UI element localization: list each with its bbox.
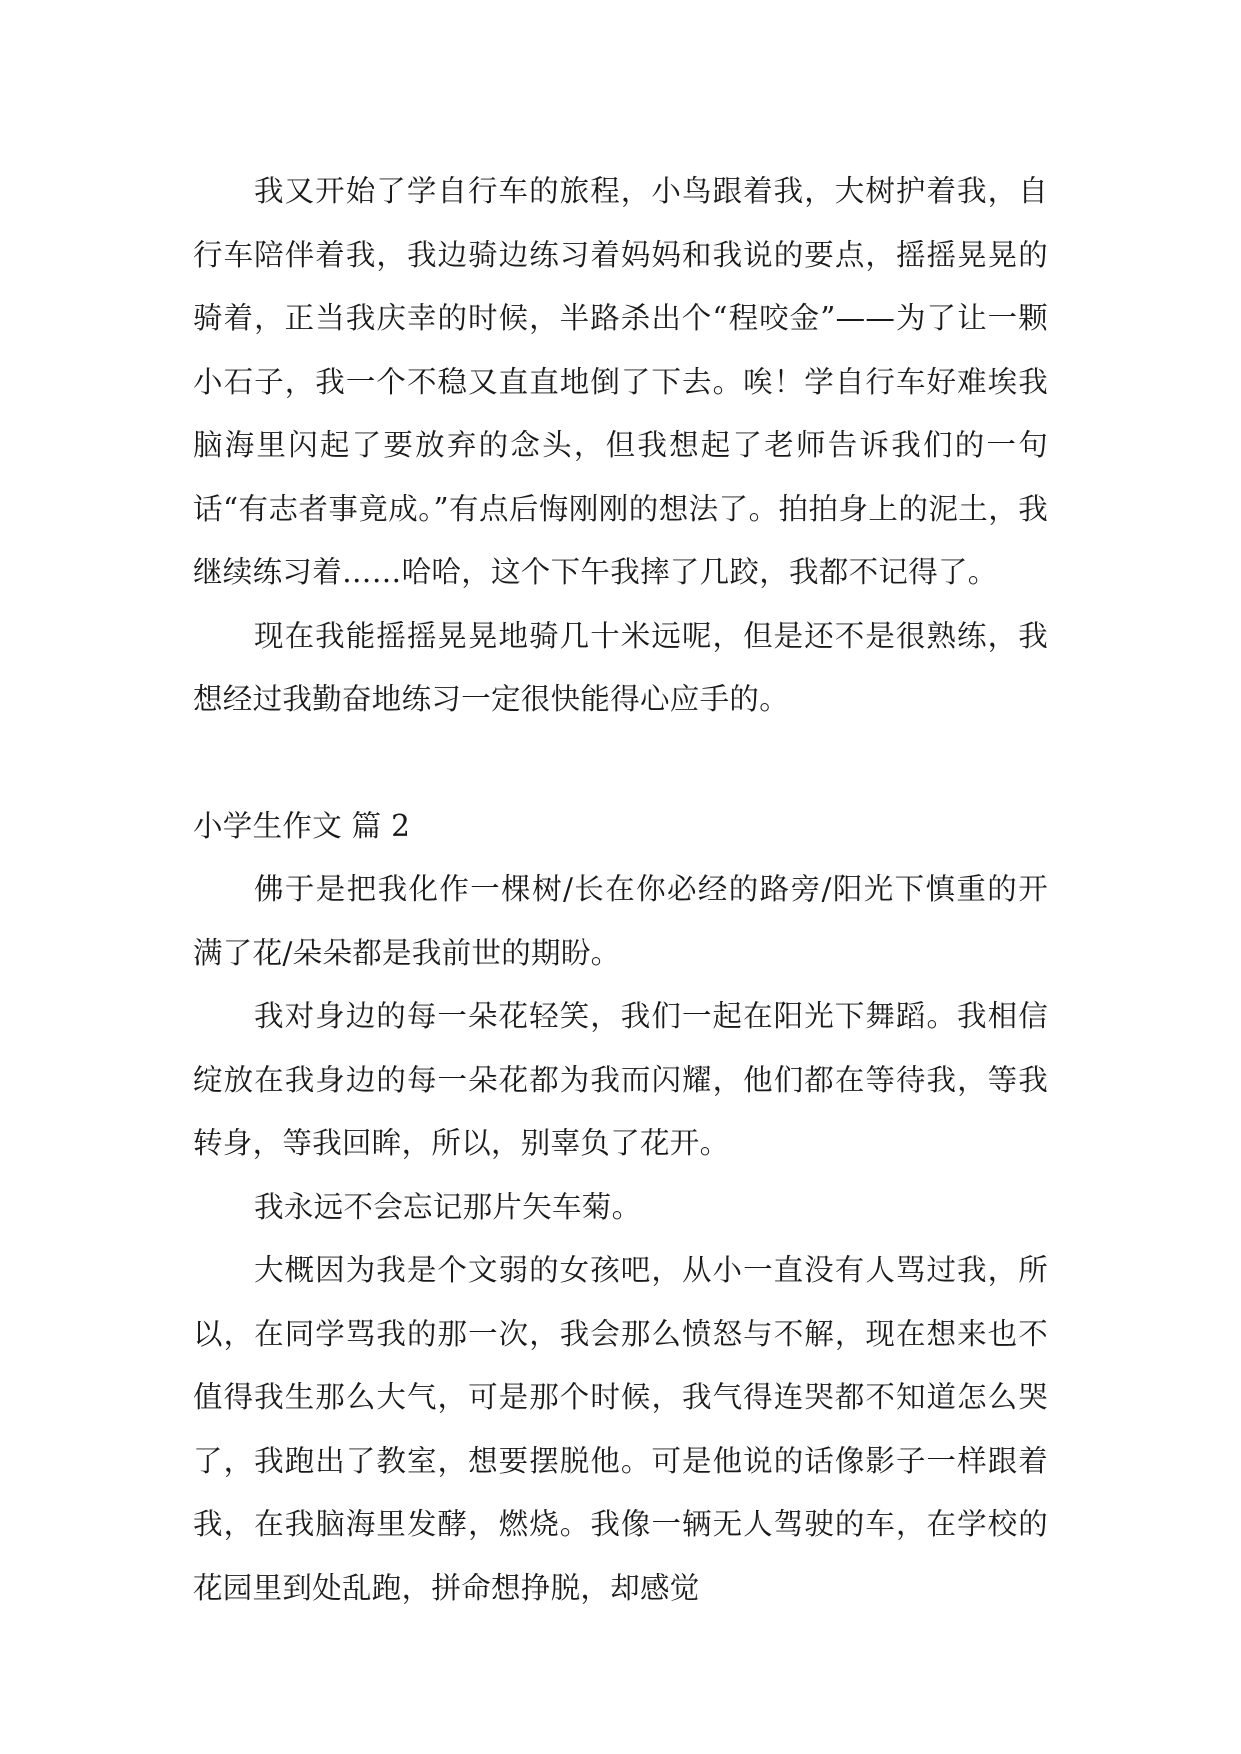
section-heading: 小学生作文 篇 2 (193, 808, 411, 843)
paragraph-cornflower: 我永远不会忘记那片矢车菊。 (254, 1189, 642, 1224)
paragraph-learning-bike: 我又开始了学自行车的旅程，小鸟跟着我，大树护着我，自行车陪伴着我，我边骑边练习着妈妈和我说的要点，摇摇晃晃的骑着，正当我庆幸的时候，半路杀出个“程咬金”——为了让一颗小石子，我一个不稳又直直地倒了下去。唉！学自行车好难埃我脑海里闪起了要放弃的念头，但我想起了老师告诉我们的一句话“有志者事竟成。”有点后悔刚刚的想法了。拍拍身上的泥土，我继续练习着……哈哈，这个下午我摔了几跤，我都不记得了。 (193, 174, 1048, 589)
document-body (193, 160, 1048, 1620)
paragraph-progress: 现在我能摇摇晃晃地骑几十米远呢，但是还不是很熟练，我想经过我勤奋地练习一定很快能得心应手的。 (193, 618, 1048, 716)
paragraph-tree-poem: 佛于是把我化作一棵树/长在你必经的路旁/阳光下慎重的开满了花/朵朵都是我前世的期盼。 (193, 872, 1048, 970)
paragraph-flowers: 我对身边的每一朵花轻笑，我们一起在阳光下舞蹈。我相信绽放在我身边的每一朵花都为我而闪耀，他们都在等待我，等我转身，等我回眸，所以，别辜负了花开。 (193, 999, 1048, 1160)
paragraph-scolded: 大概因为我是个文弱的女孩吧，从小一直没有人骂过我，所以，在同学骂我的那一次，我会那么愤怒与不解，现在想来也不值得我生那么大气，可是那个时候，我气得连哭都不知道怎么哭了，我跑出了教室，想要摆脱他。可是他说的话像影子一样跟着我，在我脑海里发酵，燃烧。我像一辆无人驾驶的车，在学校的花园里到处乱跑，拼命想挣脱，却感觉 (193, 1253, 1048, 1605)
